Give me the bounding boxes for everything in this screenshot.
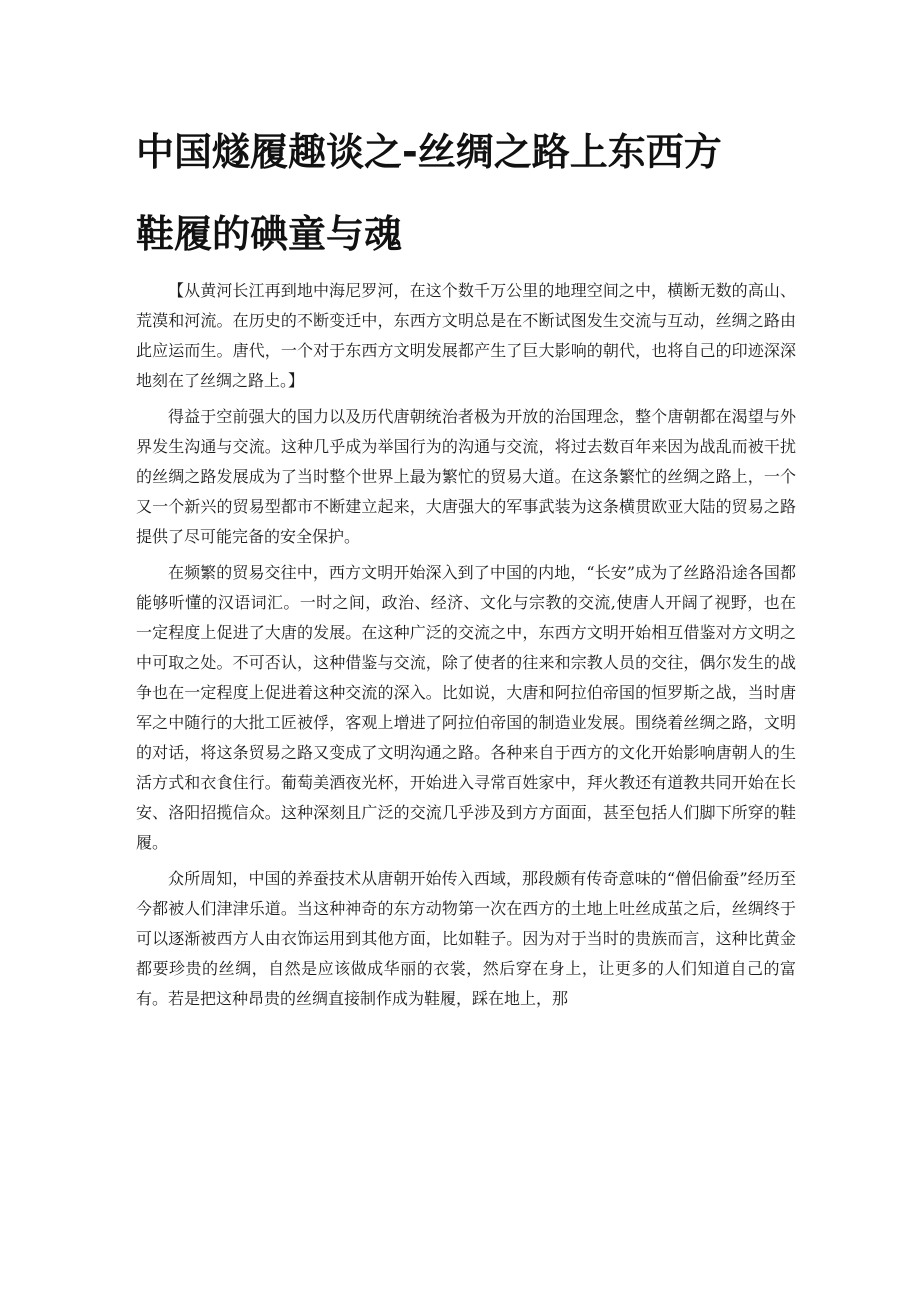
paragraph-intro: 【从黄河长江再到地中海尼罗河，在这个数千万公里的地理空间之中，横断无数的高山、荒漠和河流。在历史的不断变迁中，东西方文明总是在不断试图发生交流与互动，丝绸之路由此应运而生。唐代，一个对于东西方文明发展都产生了巨大影响的朝代，也将自己的印迹深深地刻在了丝绸之路上。】	[136, 281, 796, 390]
title-line-2: 鞋履的碘童与魂	[136, 212, 403, 256]
paragraph: 在频繁的贸易交往中，西方文明开始深入到了中国的内地，“长安”成为了丝路沿途各国都能够听懂的汉语词汇。一时之间，政治、经济、文化与宗教的交流,使唐人开阔了视野，也在一定程度上促进了大唐的发展。在这种广泛的交流之中，东西方文明开始相互借鉴对方文明之中可取之处。不可否认，这种借鉴与交流，除了使者的往来和宗教人员的交往，偶尔发生的战争也在一定程度上促进着这种交流的深入。比如说，大唐和阿拉伯帝国的恒罗斯之战，当时唐军之中随行的大批工匠被俘，客观上增进了阿拉伯帝国的制造业发展。围绕着丝绸之路，文明的对话，将这条贸易之路又变成了文明沟通之路。各种来自于西方的文化开始影响唐朝人的生活方式和衣食住行。葡萄美酒夜光杯，开始进入寻常百姓家中，拜火教还有道教共同开始在长安、洛阳招揽信众。这种深刻且广泛的交流几乎涉及到方方面面，甚至包括人们脚下所穿的鞋履。	[136, 563, 796, 852]
title-line-1: 中国燧履趣谈之-丝绸之路上东西方	[136, 130, 722, 174]
paragraph: 得益于空前强大的国力以及历代唐朝统治者极为开放的治国理念，整个唐朝都在渴望与外界发生沟通与交流。这种几乎成为举国行为的沟通与交流，将过去数百年来因为战乱而被干扰的丝绸之路发展成为了当时整个世界上最为繁忙的贸易大道。在这条繁忙的丝绸之路上，一个又一个新兴的贸易型都市不断建立起来，大唐强大的军事武装为这条横贯欧亚大陆的贸易之路提供了尽可能完备的安全保护。	[136, 407, 796, 546]
article-body	[136, 276, 796, 1020]
paragraph: 众所周知，中国的养蚕技术从唐朝开始传入西域，那段颇有传奇意味的“僧侣偷蚕”经历至今都被人们津津乐道。当这种神奇的东方动物第一次在西方的土地上吐丝成茧之后，丝绸终于可以逐渐被西方人由衣饰运用到其他方面，比如鞋子。因为对于当时的贵族而言，这种比黄金都要珍贵的丝绸，自然是应该做成华丽的衣裳，然后穿在身上，让更多的人们知道自己的富有。若是把这种昂贵的丝绸直接制作成为鞋履，踩在地上，那	[136, 869, 796, 1008]
